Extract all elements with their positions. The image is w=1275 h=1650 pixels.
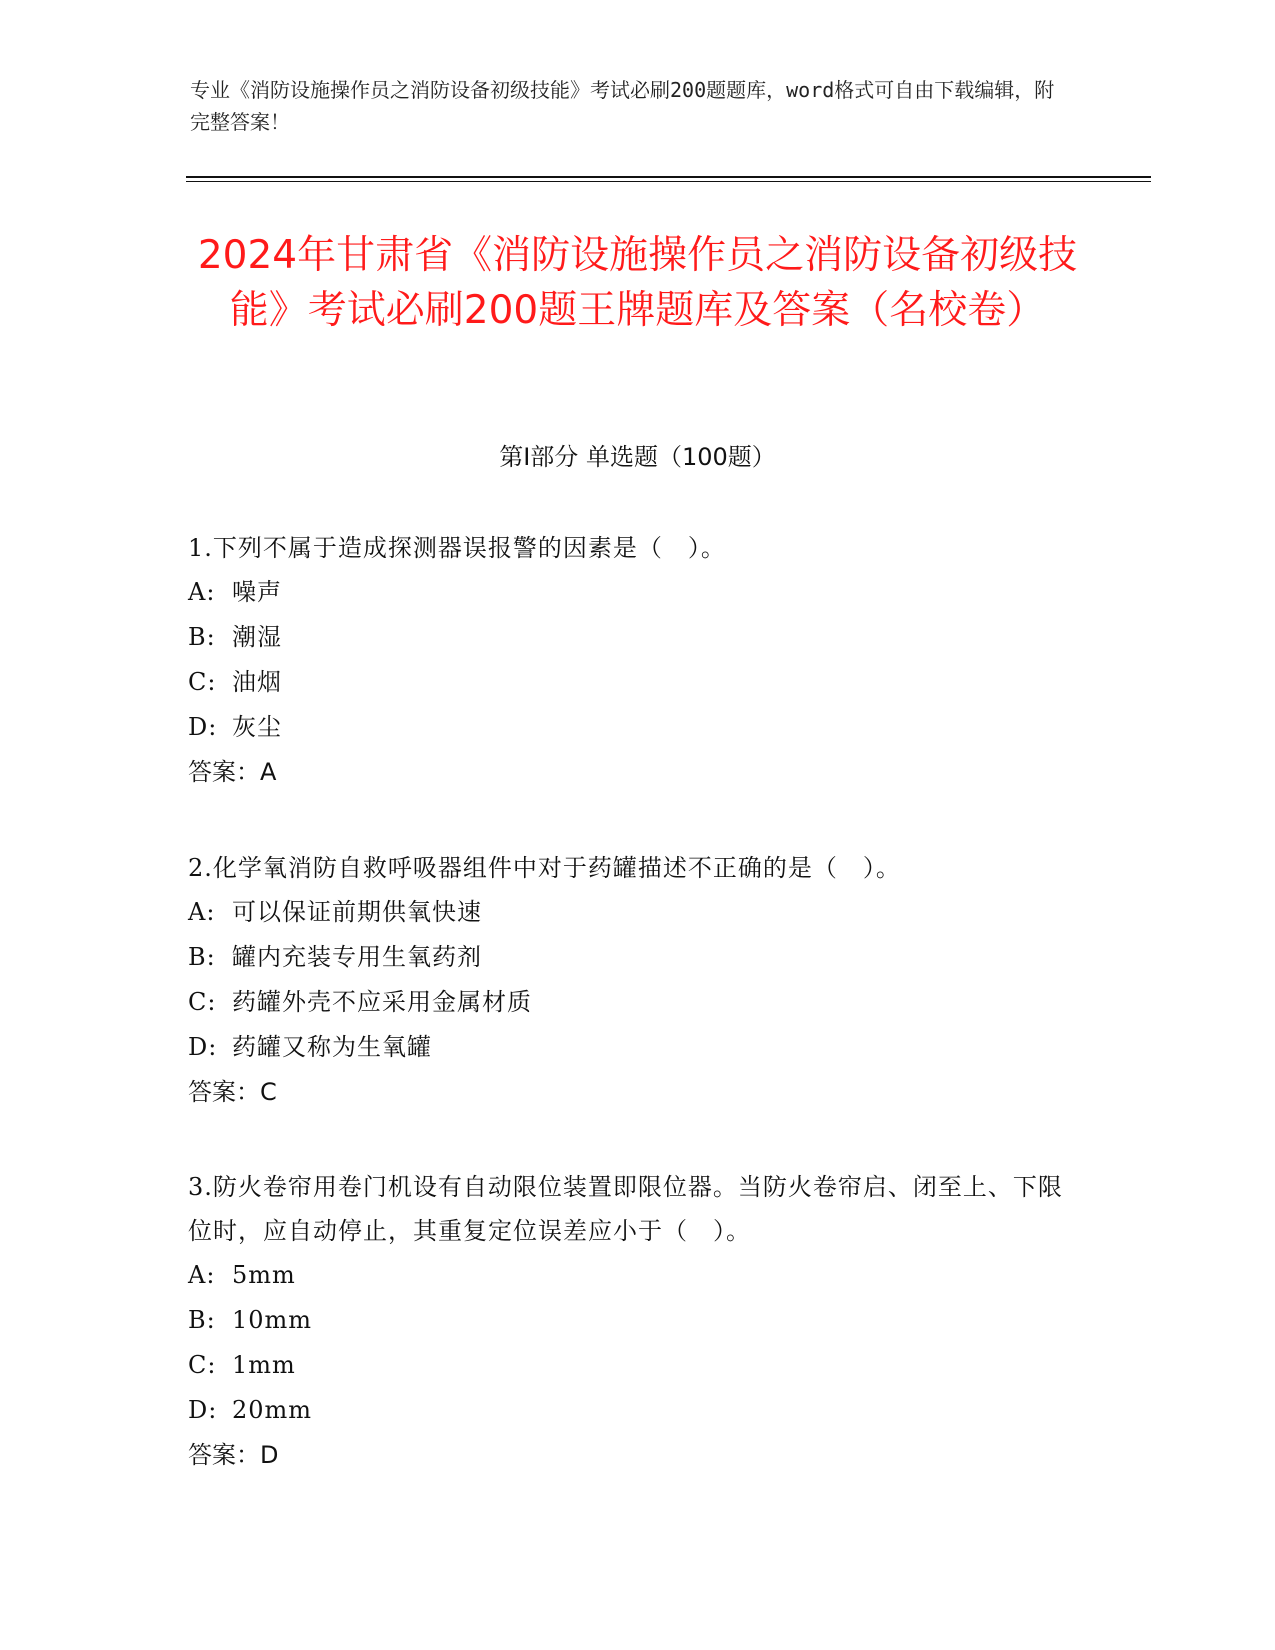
option-c: [188, 1343, 1068, 1388]
option-text: 潮湿: [232, 623, 282, 651]
question-3: [188, 1165, 1068, 1478]
option-c: [188, 980, 1068, 1025]
option-key: B:: [188, 1306, 216, 1334]
option-text: 1mm: [232, 1351, 296, 1379]
question-stem: 3.防火卷帘用卷门机设有自动限位装置即限位器。当防火卷帘启、闭至上、下限位时，应自动停止，其重复定位误差应小于（ ）。: [188, 1173, 1063, 1245]
option-key: D:: [188, 713, 218, 741]
option-text: 可以保证前期供氧快速: [232, 898, 482, 926]
option-key: A:: [188, 578, 216, 606]
option-b: [188, 615, 1068, 660]
option-text: 油烟: [232, 668, 282, 696]
option-key: C:: [188, 988, 217, 1016]
option-text: 10mm: [232, 1306, 313, 1334]
option-text: 5mm: [232, 1261, 296, 1289]
option-d: [188, 1388, 1068, 1433]
document-title: 2024年甘肃省《消防设施操作员之消防设备初级技能》考试必刷200题王牌题库及答案（名校卷）: [197, 233, 1078, 333]
option-key: C:: [188, 668, 217, 696]
option-c: [188, 660, 1068, 705]
option-a: [188, 1253, 1068, 1298]
section-title: 第I部分 单选题（100题）: [499, 443, 776, 471]
option-key: A:: [188, 1261, 216, 1289]
header-note: 专业《消防设施操作员之消防设备初级技能》考试必刷200题题库，word格式可自由下载编辑，附完整答案！: [190, 78, 1055, 134]
header-divider-thick: [186, 176, 1151, 178]
option-d: [188, 705, 1068, 750]
option-text: 药罐又称为生氧罐: [232, 1033, 432, 1061]
option-text: 20mm: [232, 1396, 313, 1424]
option-b: [188, 1298, 1068, 1343]
option-d: [188, 1025, 1068, 1070]
option-b: [188, 935, 1068, 980]
question-2: [188, 846, 1068, 1115]
question-stem: 1.下列不属于造成探测器误报警的因素是（ ）。: [188, 534, 726, 562]
option-a: [188, 890, 1068, 935]
option-key: C:: [188, 1351, 217, 1379]
option-key: B:: [188, 943, 216, 971]
question-1: [188, 526, 1068, 795]
option-key: D:: [188, 1033, 218, 1061]
option-text: 药罐外壳不应采用金属材质: [232, 988, 532, 1016]
option-key: D:: [188, 1396, 218, 1424]
option-text: 噪声: [232, 578, 282, 606]
answer-line: 答案：C: [188, 1078, 277, 1106]
answer-line: 答案：A: [188, 758, 277, 786]
question-stem: 2.化学氧消防自救呼吸器组件中对于药罐描述不正确的是（ ）。: [188, 854, 901, 882]
option-a: [188, 570, 1068, 615]
option-key: B:: [188, 623, 216, 651]
option-text: 灰尘: [232, 713, 282, 741]
option-text: 罐内充装专用生氧药剂: [232, 943, 482, 971]
option-key: A:: [188, 898, 216, 926]
answer-line: 答案：D: [188, 1441, 279, 1469]
header-divider-thin: [186, 181, 1151, 182]
